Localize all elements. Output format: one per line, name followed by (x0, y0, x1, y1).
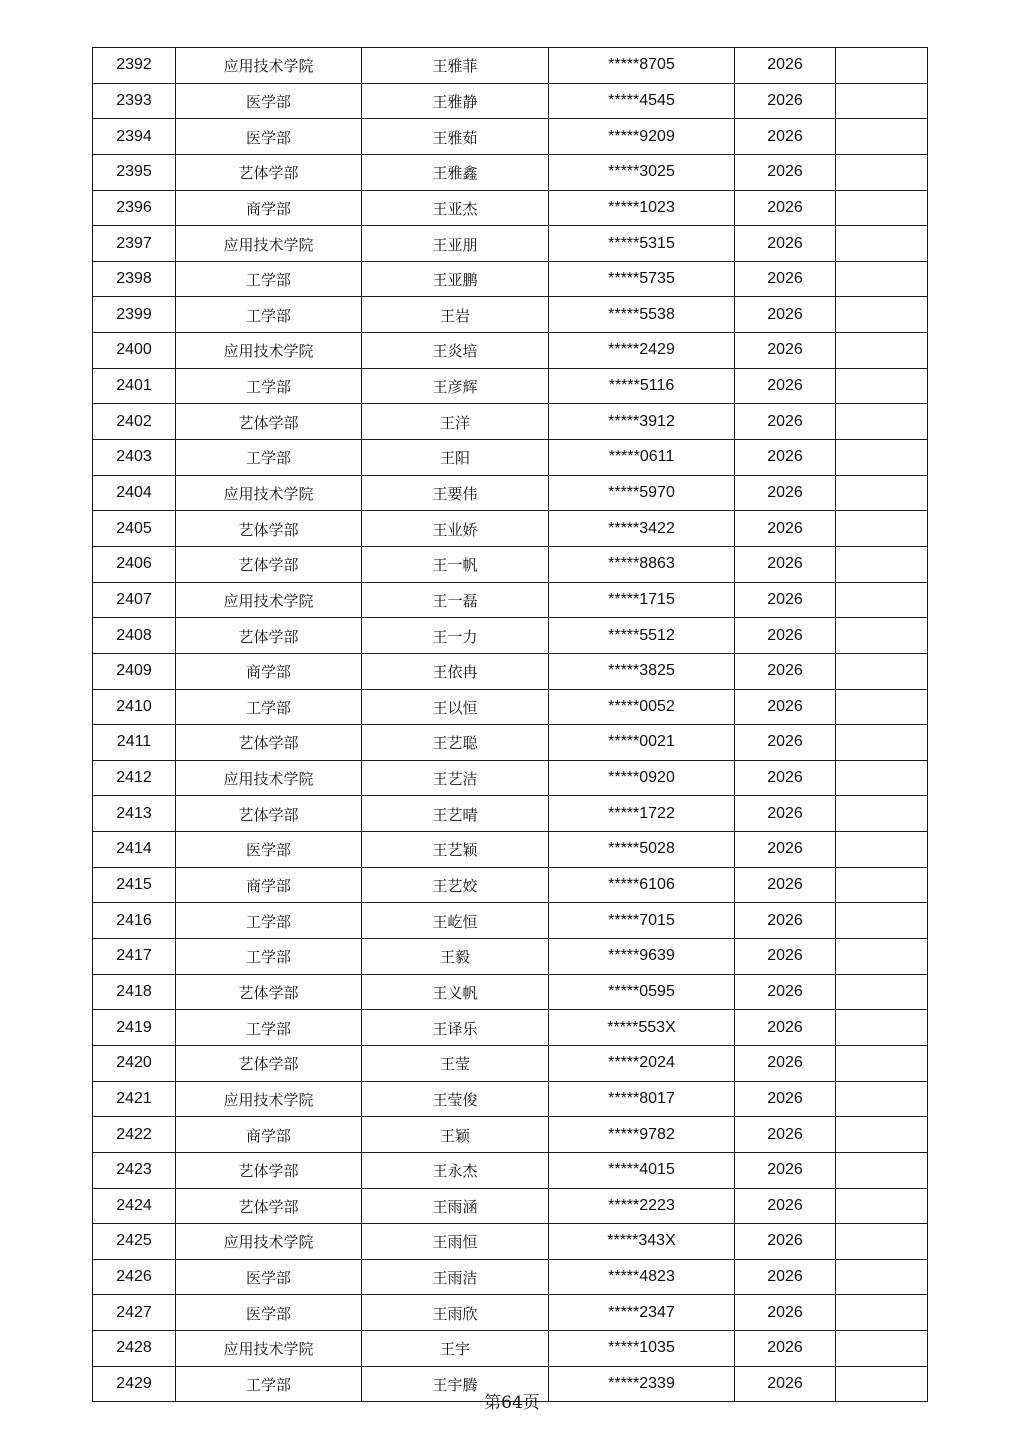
department-cell: 应用技术学院 (176, 1081, 362, 1117)
remark-cell (836, 119, 928, 155)
student-name-cell: 王义帆 (362, 974, 549, 1010)
student-name-cell: 王雅茹 (362, 119, 549, 155)
table-row (93, 618, 928, 654)
remark-cell (836, 226, 928, 262)
remark-cell (836, 48, 928, 84)
table-row (93, 404, 928, 440)
student-name-cell: 王岩 (362, 297, 549, 333)
remark-cell (836, 903, 928, 939)
year-cell: 2026 (735, 440, 836, 476)
remark-cell (836, 689, 928, 725)
year-cell: 2026 (735, 261, 836, 297)
department-cell: 医学部 (176, 832, 362, 868)
row-number-cell: 2423 (93, 1152, 176, 1188)
row-number-cell: 2405 (93, 511, 176, 547)
masked-id-cell: *****4545 (549, 83, 735, 119)
masked-id-cell: *****343X (549, 1224, 735, 1260)
remark-cell (836, 440, 928, 476)
masked-id-cell: *****6106 (549, 867, 735, 903)
masked-id-cell: *****8863 (549, 546, 735, 582)
masked-id-cell: *****2347 (549, 1295, 735, 1331)
department-cell: 艺体学部 (176, 511, 362, 547)
student-name-cell: 王译乐 (362, 1010, 549, 1046)
remark-cell (836, 582, 928, 618)
row-number-cell: 2393 (93, 83, 176, 119)
department-cell: 工学部 (176, 903, 362, 939)
year-cell: 2026 (735, 582, 836, 618)
table-row (93, 190, 928, 226)
year-cell: 2026 (735, 760, 836, 796)
student-name-cell: 王亚杰 (362, 190, 549, 226)
department-cell: 工学部 (176, 939, 362, 975)
student-name-cell: 王以恒 (362, 689, 549, 725)
page-number: 第64页 (484, 1393, 540, 1413)
masked-id-cell: *****5116 (549, 368, 735, 404)
student-name-cell: 王一帆 (362, 546, 549, 582)
remark-cell (836, 653, 928, 689)
masked-id-cell: *****0920 (549, 760, 735, 796)
student-name-cell: 王亚鹏 (362, 261, 549, 297)
table-row (93, 939, 928, 975)
remark-cell (836, 546, 928, 582)
remark-cell (836, 1081, 928, 1117)
row-number-cell: 2392 (93, 48, 176, 84)
department-cell: 应用技术学院 (176, 1224, 362, 1260)
student-name-cell: 王阳 (362, 440, 549, 476)
student-name-cell: 王毅 (362, 939, 549, 975)
row-number-cell: 2399 (93, 297, 176, 333)
row-number-cell: 2403 (93, 440, 176, 476)
masked-id-cell: *****2024 (549, 1045, 735, 1081)
row-number-cell: 2395 (93, 154, 176, 190)
student-name-cell: 王雨欣 (362, 1295, 549, 1331)
table-row (93, 653, 928, 689)
row-number-cell: 2425 (93, 1224, 176, 1260)
year-cell: 2026 (735, 511, 836, 547)
year-cell: 2026 (735, 297, 836, 333)
year-cell: 2026 (735, 1117, 836, 1153)
remark-cell (836, 725, 928, 761)
year-cell: 2026 (735, 1045, 836, 1081)
masked-id-cell: *****4015 (549, 1152, 735, 1188)
table-row (93, 1295, 928, 1331)
remark-cell (836, 297, 928, 333)
masked-id-cell: *****0611 (549, 440, 735, 476)
student-list-table (92, 47, 928, 1402)
row-number-cell: 2402 (93, 404, 176, 440)
masked-id-cell: *****3025 (549, 154, 735, 190)
masked-id-cell: *****2429 (549, 333, 735, 369)
student-name-cell: 王雅菲 (362, 48, 549, 84)
row-number-cell: 2396 (93, 190, 176, 226)
row-number-cell: 2408 (93, 618, 176, 654)
remark-cell (836, 511, 928, 547)
row-number-cell: 2429 (93, 1366, 176, 1402)
student-name-cell: 王一磊 (362, 582, 549, 618)
year-cell: 2026 (735, 546, 836, 582)
table-row (93, 48, 928, 84)
department-cell: 艺体学部 (176, 796, 362, 832)
department-cell: 应用技术学院 (176, 226, 362, 262)
remark-cell (836, 1188, 928, 1224)
year-cell: 2026 (735, 368, 836, 404)
department-cell: 商学部 (176, 190, 362, 226)
student-name-cell: 王宇腾 (362, 1366, 549, 1402)
masked-id-cell: *****4823 (549, 1259, 735, 1295)
year-cell: 2026 (735, 1366, 836, 1402)
department-cell: 艺体学部 (176, 404, 362, 440)
table-row (93, 1331, 928, 1367)
masked-id-cell: *****8017 (549, 1081, 735, 1117)
masked-id-cell: *****8705 (549, 48, 735, 84)
table-row (93, 760, 928, 796)
student-name-cell: 王依冉 (362, 653, 549, 689)
table-row (93, 1010, 928, 1046)
table-body (93, 48, 928, 1402)
remark-cell (836, 867, 928, 903)
row-number-cell: 2401 (93, 368, 176, 404)
department-cell: 应用技术学院 (176, 1331, 362, 1367)
remark-cell (836, 190, 928, 226)
department-cell: 医学部 (176, 1259, 362, 1295)
year-cell: 2026 (735, 404, 836, 440)
row-number-cell: 2410 (93, 689, 176, 725)
table-row (93, 119, 928, 155)
table-row (93, 582, 928, 618)
student-name-cell: 王洋 (362, 404, 549, 440)
student-name-cell: 王雨洁 (362, 1259, 549, 1295)
masked-id-cell: *****1023 (549, 190, 735, 226)
year-cell: 2026 (735, 867, 836, 903)
table-row (93, 475, 928, 511)
masked-id-cell: *****7015 (549, 903, 735, 939)
year-cell: 2026 (735, 725, 836, 761)
remark-cell (836, 83, 928, 119)
department-cell: 应用技术学院 (176, 582, 362, 618)
department-cell: 医学部 (176, 119, 362, 155)
department-cell: 艺体学部 (176, 725, 362, 761)
student-name-cell: 王要伟 (362, 475, 549, 511)
masked-id-cell: *****3912 (549, 404, 735, 440)
remark-cell (836, 939, 928, 975)
row-number-cell: 2404 (93, 475, 176, 511)
masked-id-cell: *****9639 (549, 939, 735, 975)
year-cell: 2026 (735, 226, 836, 262)
row-number-cell: 2409 (93, 653, 176, 689)
masked-id-cell: *****5512 (549, 618, 735, 654)
masked-id-cell: *****9782 (549, 1117, 735, 1153)
year-cell: 2026 (735, 83, 836, 119)
row-number-cell: 2420 (93, 1045, 176, 1081)
table-row (93, 1259, 928, 1295)
masked-id-cell: *****5735 (549, 261, 735, 297)
year-cell: 2026 (735, 1152, 836, 1188)
masked-id-cell: *****1722 (549, 796, 735, 832)
department-cell: 应用技术学院 (176, 333, 362, 369)
student-name-cell: 王艺洁 (362, 760, 549, 796)
year-cell: 2026 (735, 1295, 836, 1331)
row-number-cell: 2422 (93, 1117, 176, 1153)
year-cell: 2026 (735, 1224, 836, 1260)
row-number-cell: 2413 (93, 796, 176, 832)
department-cell: 工学部 (176, 1366, 362, 1402)
row-number-cell: 2398 (93, 261, 176, 297)
student-name-cell: 王彦辉 (362, 368, 549, 404)
department-cell: 医学部 (176, 1295, 362, 1331)
department-cell: 医学部 (176, 83, 362, 119)
department-cell: 工学部 (176, 297, 362, 333)
student-name-cell: 王永杰 (362, 1152, 549, 1188)
year-cell: 2026 (735, 190, 836, 226)
department-cell: 艺体学部 (176, 1152, 362, 1188)
masked-id-cell: *****3422 (549, 511, 735, 547)
table-row (93, 832, 928, 868)
department-cell: 艺体学部 (176, 974, 362, 1010)
masked-id-cell: *****3825 (549, 653, 735, 689)
student-name-cell: 王雨恒 (362, 1224, 549, 1260)
remark-cell (836, 1295, 928, 1331)
masked-id-cell: *****0021 (549, 725, 735, 761)
masked-id-cell: *****2223 (549, 1188, 735, 1224)
remark-cell (836, 1152, 928, 1188)
department-cell: 工学部 (176, 440, 362, 476)
row-number-cell: 2419 (93, 1010, 176, 1046)
year-cell: 2026 (735, 333, 836, 369)
row-number-cell: 2417 (93, 939, 176, 975)
row-number-cell: 2394 (93, 119, 176, 155)
table-row (93, 1045, 928, 1081)
year-cell: 2026 (735, 475, 836, 511)
remark-cell (836, 333, 928, 369)
table-row (93, 511, 928, 547)
remark-cell (836, 760, 928, 796)
masked-id-cell: *****9209 (549, 119, 735, 155)
table-row (93, 1188, 928, 1224)
department-cell: 艺体学部 (176, 154, 362, 190)
student-name-cell: 王业娇 (362, 511, 549, 547)
student-name-cell: 王艺聪 (362, 725, 549, 761)
year-cell: 2026 (735, 154, 836, 190)
masked-id-cell: *****1035 (549, 1331, 735, 1367)
masked-id-cell: *****0052 (549, 689, 735, 725)
department-cell: 工学部 (176, 689, 362, 725)
department-cell: 商学部 (176, 867, 362, 903)
year-cell: 2026 (735, 1331, 836, 1367)
row-number-cell: 2397 (93, 226, 176, 262)
row-number-cell: 2400 (93, 333, 176, 369)
remark-cell (836, 1045, 928, 1081)
table-row (93, 368, 928, 404)
student-name-cell: 王宇 (362, 1331, 549, 1367)
year-cell: 2026 (735, 796, 836, 832)
year-cell: 2026 (735, 618, 836, 654)
remark-cell (836, 974, 928, 1010)
table-row (93, 796, 928, 832)
remark-cell (836, 475, 928, 511)
row-number-cell: 2421 (93, 1081, 176, 1117)
remark-cell (836, 796, 928, 832)
student-name-cell: 王亚朋 (362, 226, 549, 262)
row-number-cell: 2407 (93, 582, 176, 618)
table-row (93, 1224, 928, 1260)
remark-cell (836, 154, 928, 190)
remark-cell (836, 1224, 928, 1260)
table-row (93, 903, 928, 939)
year-cell: 2026 (735, 903, 836, 939)
remark-cell (836, 261, 928, 297)
year-cell: 2026 (735, 1188, 836, 1224)
row-number-cell: 2406 (93, 546, 176, 582)
table-row (93, 1117, 928, 1153)
row-number-cell: 2412 (93, 760, 176, 796)
remark-cell (836, 1010, 928, 1046)
masked-id-cell: *****5315 (549, 226, 735, 262)
department-cell: 艺体学部 (176, 546, 362, 582)
student-name-cell: 王莹俊 (362, 1081, 549, 1117)
table-row (93, 83, 928, 119)
row-number-cell: 2414 (93, 832, 176, 868)
remark-cell (836, 404, 928, 440)
row-number-cell: 2416 (93, 903, 176, 939)
masked-id-cell: *****5970 (549, 475, 735, 511)
year-cell: 2026 (735, 1081, 836, 1117)
row-number-cell: 2411 (93, 725, 176, 761)
table-row (93, 725, 928, 761)
masked-id-cell: *****0595 (549, 974, 735, 1010)
row-number-cell: 2426 (93, 1259, 176, 1295)
masked-id-cell: *****5028 (549, 832, 735, 868)
row-number-cell: 2427 (93, 1295, 176, 1331)
table-row (93, 261, 928, 297)
student-name-cell: 王屹恒 (362, 903, 549, 939)
student-name-cell: 王雅静 (362, 83, 549, 119)
row-number-cell: 2428 (93, 1331, 176, 1367)
masked-id-cell: *****1715 (549, 582, 735, 618)
year-cell: 2026 (735, 974, 836, 1010)
student-name-cell: 王艺姣 (362, 867, 549, 903)
table-row (93, 297, 928, 333)
department-cell: 工学部 (176, 368, 362, 404)
department-cell: 工学部 (176, 261, 362, 297)
student-name-cell: 王一力 (362, 618, 549, 654)
year-cell: 2026 (735, 1010, 836, 1046)
remark-cell (836, 1117, 928, 1153)
remark-cell (836, 832, 928, 868)
department-cell: 工学部 (176, 1010, 362, 1046)
table-row (93, 333, 928, 369)
masked-id-cell: *****2339 (549, 1366, 735, 1402)
table-row (93, 440, 928, 476)
department-cell: 商学部 (176, 653, 362, 689)
table-row (93, 226, 928, 262)
row-number-cell: 2415 (93, 867, 176, 903)
student-name-cell: 王雅鑫 (362, 154, 549, 190)
student-name-cell: 王艺晴 (362, 796, 549, 832)
year-cell: 2026 (735, 689, 836, 725)
remark-cell (836, 1331, 928, 1367)
department-cell: 艺体学部 (176, 618, 362, 654)
student-name-cell: 王莹 (362, 1045, 549, 1081)
year-cell: 2026 (735, 119, 836, 155)
student-name-cell: 王雨涵 (362, 1188, 549, 1224)
year-cell: 2026 (735, 832, 836, 868)
masked-id-cell: *****553X (549, 1010, 735, 1046)
student-name-cell: 王炎培 (362, 333, 549, 369)
department-cell: 艺体学部 (176, 1045, 362, 1081)
year-cell: 2026 (735, 48, 836, 84)
department-cell: 应用技术学院 (176, 475, 362, 511)
table-row (93, 1081, 928, 1117)
student-name-cell: 王颖 (362, 1117, 549, 1153)
year-cell: 2026 (735, 1259, 836, 1295)
department-cell: 应用技术学院 (176, 760, 362, 796)
table-row (93, 689, 928, 725)
table-row (93, 974, 928, 1010)
remark-cell (836, 368, 928, 404)
department-cell: 商学部 (176, 1117, 362, 1153)
row-number-cell: 2418 (93, 974, 176, 1010)
table-row (93, 867, 928, 903)
table-row (93, 154, 928, 190)
remark-cell (836, 1259, 928, 1295)
student-name-cell: 王艺颖 (362, 832, 549, 868)
department-cell: 艺体学部 (176, 1188, 362, 1224)
year-cell: 2026 (735, 653, 836, 689)
department-cell: 应用技术学院 (176, 48, 362, 84)
table-row (93, 546, 928, 582)
masked-id-cell: *****5538 (549, 297, 735, 333)
row-number-cell: 2424 (93, 1188, 176, 1224)
table-row (93, 1152, 928, 1188)
remark-cell (836, 618, 928, 654)
year-cell: 2026 (735, 939, 836, 975)
